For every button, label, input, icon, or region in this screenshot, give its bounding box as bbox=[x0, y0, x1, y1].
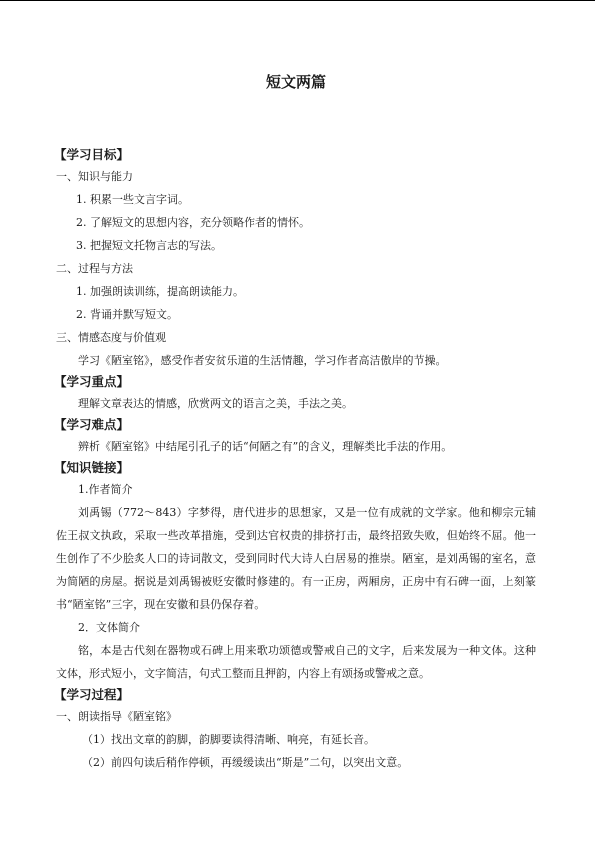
section-heading: 【知识链接】 bbox=[54, 460, 130, 475]
section-key bbox=[56, 372, 536, 415]
section-heading: 【学习重点】 bbox=[54, 374, 130, 389]
section-process bbox=[56, 685, 536, 774]
list-item: 3. 把握短文托物言志的写法。 bbox=[76, 239, 222, 252]
document-title: 短文两篇 bbox=[265, 73, 326, 91]
paragraph: 刘禹锡（772～843）字梦得，唐代进步的思想家，又是一位有成就的文学家。他和柳宗元辅佐王叔文执政，采取一些改革措施，受到达官权贵的排挤打击，最终招致失败，但始终不屈。他一生创作了不少脍炙人口的诗词散文，受到同时代大诗人白居易的推崇。陋室，是刘禹锡的室名，意为简陋的房屋。据说是刘禹锡被贬安徽时修建的。有一正房，两厢房，正房中有石碑一面，上刻篆书“陋室铭”三字，现在安徽和县仍保存着。 bbox=[56, 506, 536, 611]
section-goals bbox=[56, 145, 536, 372]
section-links bbox=[56, 458, 536, 685]
list-item: （1）找出文章的韵脚，韵脚要读得清晰、响亮，有延长音。 bbox=[82, 733, 375, 746]
header-rule bbox=[0, 0, 595, 1]
section-heading: 【学习目标】 bbox=[54, 147, 130, 162]
subheading: 二、过程与方法 bbox=[56, 262, 133, 275]
subheading: 1.作者简介 bbox=[78, 483, 133, 496]
list-item: 1. 加强朗读训练，提高朗读能力。 bbox=[76, 285, 244, 298]
paragraph: 辨析《陋室铭》中结尾引孔子的话“何陋之有”的含义，理解类比手法的作用。 bbox=[78, 440, 453, 453]
list-item: （2）前四句读后稍作停顿，再缓缓读出“斯是”二句，以突出文意。 bbox=[82, 756, 409, 769]
document-page bbox=[56, 72, 536, 774]
paragraph: 理解文章表达的情感，欣赏两文的语言之美，手法之美。 bbox=[78, 397, 353, 410]
paragraph: 铭，本是古代刻在器物或石碑上用来歌功颂德或警戒自己的文字，后来发展为一种文体。这种文体，形式短小，文字简洁，句式工整而且押韵，内容上有颂扬或警戒之意。 bbox=[56, 644, 536, 680]
list-item: 2. 了解短文的思想内容，充分领略作者的情怀。 bbox=[76, 216, 310, 229]
subheading: 三、情感态度与价值观 bbox=[56, 331, 166, 344]
subheading: 2．文体简介 bbox=[78, 621, 140, 634]
subheading: 一、朗读指导《陋室铭》 bbox=[56, 710, 177, 723]
section-difficulty bbox=[56, 415, 536, 458]
list-item: 1. 积累一些文言字词。 bbox=[76, 193, 189, 206]
subheading: 一、知识与能力 bbox=[56, 170, 133, 183]
paragraph: 学习《陋室铭》，感受作者安贫乐道的生活情趣，学习作者高洁傲岸的节操。 bbox=[78, 354, 447, 367]
list-item: 2. 背诵并默写短文。 bbox=[76, 308, 178, 321]
section-heading: 【学习难点】 bbox=[54, 417, 130, 432]
section-heading: 【学习过程】 bbox=[54, 687, 130, 702]
